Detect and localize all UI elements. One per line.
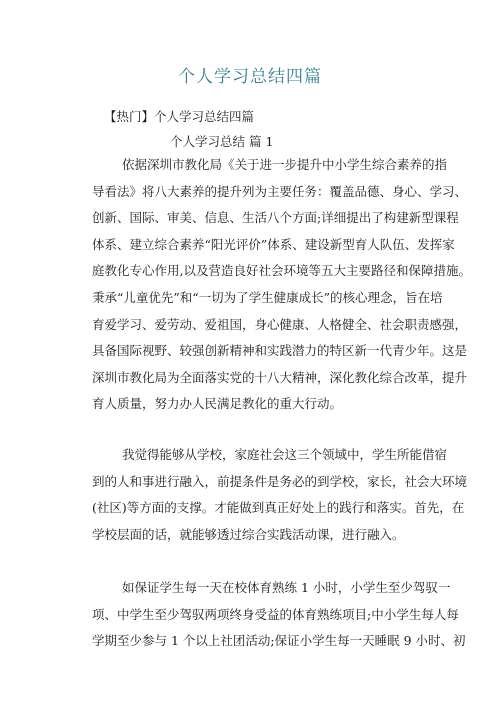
paragraph-line: 秉承“儿童优先”和“一切为了学生健康成长”的核心理念，旨在培 [92, 289, 443, 305]
paragraph-line: 如保证学生每一天在校体育熟练 1 小时，小学生至少驾驭一 [122, 580, 451, 595]
hot-heading: 【热门】个人学习总结四篇 [104, 109, 255, 124]
paragraph-line: 育人质量，努力办人民满足教化的重大行动。 [92, 396, 343, 412]
paragraph-line: 导看法》将八大素养的提升列为主要任务：覆盖品德、身心、学习、 [92, 183, 468, 199]
paragraph-2 [92, 442, 468, 548]
paragraph-line: 庭教化专心作用,以及营造良好社会环境等五大主要路径和保障措施。 [92, 263, 471, 279]
paragraph-line: 到的人和事进行融入，前提条件是务必的到学校，家长，社会大环境 [92, 473, 468, 489]
section-subtitle: 个人学习总结 篇 1 [170, 134, 274, 149]
paragraph-1 [92, 152, 471, 418]
paragraph-line: 具备国际视野、较强创新精神和实践潜力的特区新一代青少年。这是 [92, 343, 468, 359]
paragraph-line: 育爱学习、爱劳动、爱祖国，身心健康、人格健全、社会职责感强， [92, 316, 468, 332]
paragraph-line: 项、中学生至少驾驭两项终身受益的体育熟练项目;中小学生每人每 [92, 606, 459, 622]
document-title: 个人学习总结四篇 [178, 67, 322, 87]
paragraph-line: 我觉得能够从学校，家庭社会这三个领域中，学生所能借宿 [122, 447, 448, 462]
paragraph-3 [92, 575, 466, 655]
paragraph-line: 深圳市教化局为全面落实党的十八大精神，深化教化综合改革，提升 [92, 369, 468, 385]
paragraph-line: 学期至少参与 1 个以上社团活动;保证小学生每一天睡眠 9 小时、初 [92, 633, 466, 649]
paragraph-line: 创新、国际、审美、信息、生活八个方面;详细提出了构建新型课程 [92, 210, 459, 226]
paragraph-line: (社区)等方面的支撑。才能做到真正好处上的践行和落实。首先，在 [92, 500, 465, 516]
paragraph-line: 学校层面的话，就能够透过综合实践活动课，进行融入。 [92, 526, 405, 542]
paragraph-line: 依据深圳市教化局《关于进一步提升中小学生综合素养的指 [122, 157, 448, 172]
paragraph-line: 体系、建立综合素养“阳光评价”体系、建设新型育人队伍、发挥家 [92, 236, 455, 252]
